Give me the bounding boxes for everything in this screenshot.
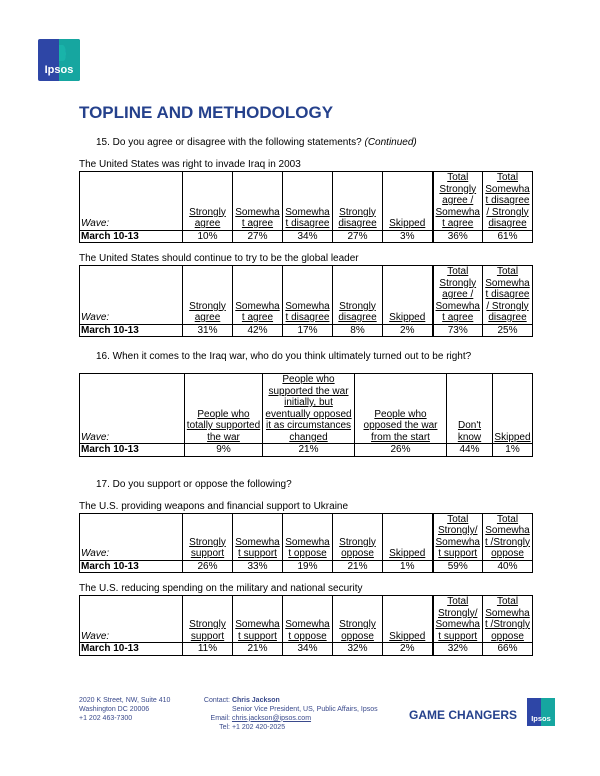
- column-header-label: Strongly oppose: [339, 536, 376, 559]
- ipsos-logo: [38, 39, 80, 81]
- table-cell: 19%: [283, 560, 333, 573]
- wave-header: Wave:: [80, 596, 183, 643]
- footer-contact: [200, 696, 378, 732]
- column-header: [433, 596, 483, 643]
- results-table: [79, 265, 533, 337]
- column-header-label: Don't know: [457, 420, 482, 443]
- table-cell: 34%: [283, 230, 333, 243]
- tel-value: +1 202 420-2025: [231, 723, 286, 731]
- column-header-label: Strongly disagree: [338, 300, 377, 323]
- column-header: [483, 266, 533, 325]
- wave-label: March 10-13: [80, 560, 183, 573]
- table-cell: 59%: [433, 560, 483, 573]
- column-header: [483, 172, 533, 231]
- column-header: [355, 374, 447, 444]
- footer-logo-text: Ipsos: [531, 713, 551, 723]
- table-row: [80, 560, 533, 573]
- column-header-label: Somewhat disagree: [285, 206, 330, 229]
- column-header-label: Skipped: [389, 218, 426, 229]
- address-line: Washington DC 20006: [79, 705, 150, 713]
- table-cell: 32%: [333, 643, 383, 656]
- question-15-text: 15. Do you agree or disagree with the following statements?: [96, 137, 362, 148]
- column-header-label: Strongly support: [189, 619, 226, 642]
- column-header: [183, 513, 233, 560]
- wave-label: March 10-13: [80, 444, 185, 457]
- column-header: [183, 596, 233, 643]
- column-header: [233, 596, 283, 643]
- column-header: [263, 374, 355, 444]
- column-header: [283, 172, 333, 231]
- address-phone: +1 202 463-7300: [79, 714, 133, 722]
- table-caption: The United States was right to invade Iraq in 2003: [79, 159, 301, 170]
- contact-title: Senior Vice President, US, Public Affairs, Ipsos: [231, 705, 378, 713]
- table-cell: 10%: [183, 230, 233, 243]
- column-header-label: Total Somewhat /Strongly oppose: [484, 513, 531, 559]
- column-header: [483, 596, 533, 643]
- table-cell: 3%: [383, 230, 433, 243]
- logo-text: Ipsos: [44, 64, 74, 76]
- column-header-label: Skipped: [494, 431, 531, 443]
- column-header-label: People who totally supported the war: [186, 408, 261, 443]
- wave-header: Wave:: [80, 374, 185, 444]
- wave-label: March 10-13: [80, 643, 183, 656]
- column-header-label: Somewhat agree: [235, 300, 280, 323]
- table-cell: 1%: [383, 560, 433, 573]
- table-cell: 42%: [233, 324, 283, 337]
- table-caption: The United States should continue to try to be the global leader: [79, 253, 359, 264]
- column-header-label: Total Strongly agree / Somewhat agree: [435, 172, 480, 229]
- column-header-label: Strongly agree: [189, 300, 226, 323]
- table-caption: The U.S. reducing spending on the military and national security: [79, 583, 363, 594]
- column-header-label: Strongly agree: [189, 206, 226, 229]
- table-cell: 34%: [283, 643, 333, 656]
- ipsos-footer-logo: [527, 698, 555, 726]
- column-header-label: Total Strongly/ Somewhat support: [435, 513, 480, 559]
- results-table: [79, 513, 533, 574]
- column-header: [233, 513, 283, 560]
- question-17: 17. Do you support or oppose the following?: [96, 478, 292, 490]
- wave-header: Wave:: [80, 266, 183, 325]
- email-label: Email:: [210, 714, 230, 722]
- table-caption: The U.S. providing weapons and financial support to Ukraine: [79, 500, 349, 512]
- column-header-label: Skipped: [389, 630, 426, 642]
- contact-label: Contact:: [203, 696, 230, 704]
- column-header: [183, 172, 233, 231]
- wave-label: March 10-13: [80, 230, 183, 243]
- column-header: [383, 513, 433, 560]
- column-header-label: Total Somewhat disagree / Strongly disagree: [485, 172, 530, 229]
- footer-address: [79, 696, 170, 723]
- table-cell: 2%: [383, 643, 433, 656]
- table-cell: 27%: [233, 230, 283, 243]
- column-header-label: Somewhat oppose: [285, 619, 330, 642]
- column-header-label: Strongly oppose: [339, 619, 376, 642]
- results-table: [79, 373, 533, 457]
- column-header: [333, 172, 383, 231]
- table-cell: 21%: [263, 444, 355, 457]
- column-header: [383, 172, 433, 231]
- column-header-label: Somewhat disagree: [285, 300, 330, 323]
- game-changers-tagline: GAME CHANGERS: [409, 707, 518, 722]
- question-16: 16. When it comes to the Iraq war, who do you think ultimately turned out to be right?: [96, 351, 472, 362]
- table-cell: 11%: [183, 643, 233, 656]
- table-cell: 21%: [333, 560, 383, 573]
- column-header: [185, 374, 263, 444]
- column-header: [233, 172, 283, 231]
- table-cell: 40%: [483, 560, 533, 573]
- column-header-label: Total Strongly/ Somewhat support: [435, 596, 480, 642]
- wave-header: Wave:: [80, 172, 183, 231]
- table-cell: 44%: [447, 444, 493, 457]
- table-row: [80, 230, 533, 243]
- column-header-label: Total Strongly agree / Somewhat agree: [435, 266, 480, 323]
- table-cell: 73%: [433, 324, 483, 337]
- column-header: [433, 172, 483, 231]
- table-cell: 17%: [283, 324, 333, 337]
- column-header-label: Strongly disagree: [338, 206, 377, 229]
- table-cell: 32%: [433, 643, 483, 656]
- page-title: TOPLINE AND METHODOLOGY: [79, 103, 334, 122]
- table-cell: 9%: [185, 444, 263, 457]
- column-header: [447, 374, 493, 444]
- column-header-label: Somewhat support: [235, 619, 280, 642]
- column-header-label: Somewhat oppose: [285, 536, 330, 559]
- header-row: [80, 266, 533, 325]
- table-cell: 61%: [483, 230, 533, 243]
- column-header-label: People who supported the war initially, but eventually opposed it as circumstances changed: [265, 374, 352, 443]
- question-15: [96, 137, 600, 149]
- table-cell: 8%: [333, 324, 383, 337]
- table-cell: 2%: [383, 324, 433, 337]
- header-row: [80, 374, 533, 444]
- column-header: [433, 513, 483, 560]
- column-header-label: Skipped: [389, 312, 426, 323]
- column-header: [383, 596, 433, 643]
- column-header: [333, 266, 383, 325]
- table-cell: 26%: [183, 560, 233, 573]
- column-header: [283, 266, 333, 325]
- table-cell: 1%: [493, 444, 533, 457]
- column-header: [483, 513, 533, 560]
- column-header: [283, 596, 333, 643]
- column-header: [383, 266, 433, 325]
- table-cell: 66%: [483, 643, 533, 656]
- column-header-label: Skipped: [389, 548, 426, 559]
- column-header: [493, 374, 533, 444]
- results-table: [79, 171, 533, 243]
- table-row: [80, 444, 533, 457]
- column-header-label: People who opposed the war from the start: [363, 408, 438, 443]
- question-15-note: (Continued): [364, 137, 417, 148]
- table-cell: 36%: [433, 230, 483, 243]
- table-cell: 33%: [233, 560, 283, 573]
- header-row: [80, 596, 533, 643]
- table-cell: 31%: [183, 324, 233, 337]
- tel-label: Tel:: [219, 723, 230, 731]
- wave-label: March 10-13: [80, 324, 183, 337]
- results-table: [79, 595, 533, 656]
- column-header: [333, 596, 383, 643]
- column-header: [333, 513, 383, 560]
- column-header-label: Total Somewhat /Strongly oppose: [484, 596, 531, 642]
- table-cell: 26%: [355, 444, 447, 457]
- table-cell: 25%: [483, 324, 533, 337]
- table-row: [80, 324, 533, 337]
- contact-name: Chris Jackson: [231, 696, 280, 704]
- column-header: [283, 513, 333, 560]
- column-header: [233, 266, 283, 325]
- table-row: [80, 643, 533, 656]
- footer: [0, 696, 600, 746]
- column-header: [183, 266, 233, 325]
- address-line: 2020 K Street, NW, Suite 410: [79, 696, 171, 704]
- column-header: [433, 266, 483, 325]
- header-row: [80, 172, 533, 231]
- column-header-label: Total Somewhat disagree / Strongly disagree: [485, 266, 530, 323]
- column-header-label: Strongly support: [189, 536, 226, 559]
- wave-header: Wave:: [80, 513, 183, 560]
- email-link[interactable]: chris.jackson@ipsos.com: [231, 714, 312, 722]
- table-cell: 21%: [233, 643, 283, 656]
- column-header-label: Somewhat agree: [235, 206, 280, 229]
- header-row: [80, 513, 533, 560]
- column-header-label: Somewhat support: [235, 536, 280, 559]
- table-cell: 27%: [333, 230, 383, 243]
